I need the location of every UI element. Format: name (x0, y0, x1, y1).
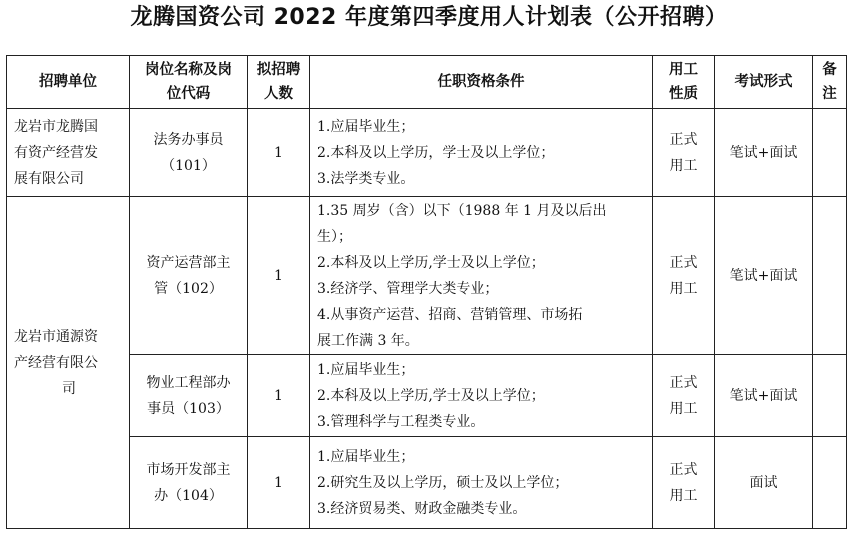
table-row (7, 109, 847, 197)
condition-line: 2.研究生及以上学历，硕士及以上学位； (317, 474, 569, 491)
header-remark (813, 56, 847, 109)
remark-cell (813, 355, 847, 437)
condition-line: 1.应届毕业生； (317, 118, 415, 135)
header-unit: 招聘单位 (7, 56, 130, 109)
nature-line: 用工 (669, 400, 698, 417)
unit-line: 龙岩市龙腾国 (14, 118, 98, 135)
position-cell (130, 197, 248, 355)
header-count-line-2: 人数 (264, 85, 293, 102)
nature-line: 用工 (669, 157, 698, 174)
header-nature (653, 56, 715, 109)
position-line: 办（104） (154, 487, 223, 504)
count-cell: 1 (248, 197, 310, 355)
header-remark-line-1: 备 (822, 61, 837, 78)
unit-line: 龙岩市通源资 (14, 328, 98, 345)
condition-line: 3.法学类专业。 (317, 170, 415, 187)
position-line: 资产运营部主 (146, 254, 231, 271)
condition-line: 1.应届毕业生； (317, 448, 415, 465)
nature-line: 正式 (669, 254, 698, 271)
nature-cell (653, 355, 715, 437)
remark-cell (813, 437, 847, 529)
condition-line: 2.本科及以上学历，学士及以上学位； (317, 144, 555, 161)
condition-line: 展工作满 3 年。 (317, 332, 419, 349)
header-row (7, 56, 847, 109)
exam-cell: 笔试+面试 (715, 355, 813, 437)
nature-cell (653, 437, 715, 529)
unit-line: 产经营有限公 (14, 354, 98, 371)
header-nature-line-2: 性质 (669, 85, 698, 102)
page-title: 龙腾国资公司 2022 年度第四季度用人计划表（公开招聘） (130, 5, 728, 30)
nature-line: 正式 (669, 461, 698, 478)
position-line: 事员（103） (147, 400, 230, 417)
header-position-line-2: 位代码 (166, 85, 211, 102)
nature-line: 正式 (669, 131, 698, 148)
header-count (248, 56, 310, 109)
unit-line: 司 (62, 380, 76, 397)
nature-line: 正式 (669, 374, 698, 391)
position-cell (130, 109, 248, 197)
position-line: 物业工程部办 (146, 374, 231, 391)
header-remark-line-2: 注 (822, 85, 837, 102)
condition-line: 2.本科及以上学历,学士及以上学位； (317, 387, 545, 404)
unit-cell (7, 197, 130, 529)
count-cell: 1 (248, 355, 310, 437)
condition-line: 2.本科及以上学历,学士及以上学位； (317, 254, 545, 271)
nature-line: 用工 (669, 280, 698, 297)
conditions-cell (310, 109, 653, 197)
table-row (7, 197, 847, 355)
position-line: （101） (161, 157, 216, 174)
table-row (7, 437, 847, 529)
header-nature-line-1: 用工 (669, 61, 698, 78)
unit-cell (7, 109, 130, 197)
conditions-cell (310, 437, 653, 529)
exam-cell: 笔试+面试 (715, 109, 813, 197)
header-position (130, 56, 248, 109)
condition-line: 生）； (317, 228, 352, 245)
condition-line: 4.从事资产运营、招商、营销管理、市场拓 (317, 306, 583, 323)
conditions-cell (310, 197, 653, 355)
exam-cell: 面试 (715, 437, 813, 529)
unit-line: 展有限公司 (14, 170, 84, 187)
nature-cell (653, 109, 715, 197)
header-position-line-1: 岗位名称及岗 (145, 61, 232, 78)
count-cell: 1 (248, 109, 310, 197)
header-conditions: 任职资格条件 (310, 56, 653, 109)
condition-line: 3.管理科学与工程类专业。 (317, 413, 485, 430)
header-count-line-1: 拟招聘 (256, 61, 301, 78)
position-cell (130, 355, 248, 437)
unit-line: 有资产经营发 (14, 144, 98, 161)
header-exam: 考试形式 (715, 56, 813, 109)
remark-cell (813, 197, 847, 355)
count-cell: 1 (248, 437, 310, 529)
condition-line: 3.经济学、管理学大类专业； (317, 280, 499, 297)
condition-line: 1.35 周岁（含）以下（1988 年 1 月及以后出 (317, 202, 607, 219)
table-row (7, 355, 847, 437)
condition-line: 3.经济贸易类、财政金融类专业。 (317, 500, 527, 517)
recruitment-plan-table (6, 55, 847, 529)
remark-cell (813, 109, 847, 197)
exam-cell: 笔试+面试 (715, 197, 813, 355)
nature-cell (653, 197, 715, 355)
condition-line: 1.应届毕业生； (317, 361, 415, 378)
position-line: 管（102） (154, 280, 223, 297)
conditions-cell (310, 355, 653, 437)
position-line: 法务办事员 (153, 131, 224, 148)
position-line: 市场开发部主 (146, 461, 231, 478)
nature-line: 用工 (669, 487, 698, 504)
position-cell (130, 437, 248, 529)
